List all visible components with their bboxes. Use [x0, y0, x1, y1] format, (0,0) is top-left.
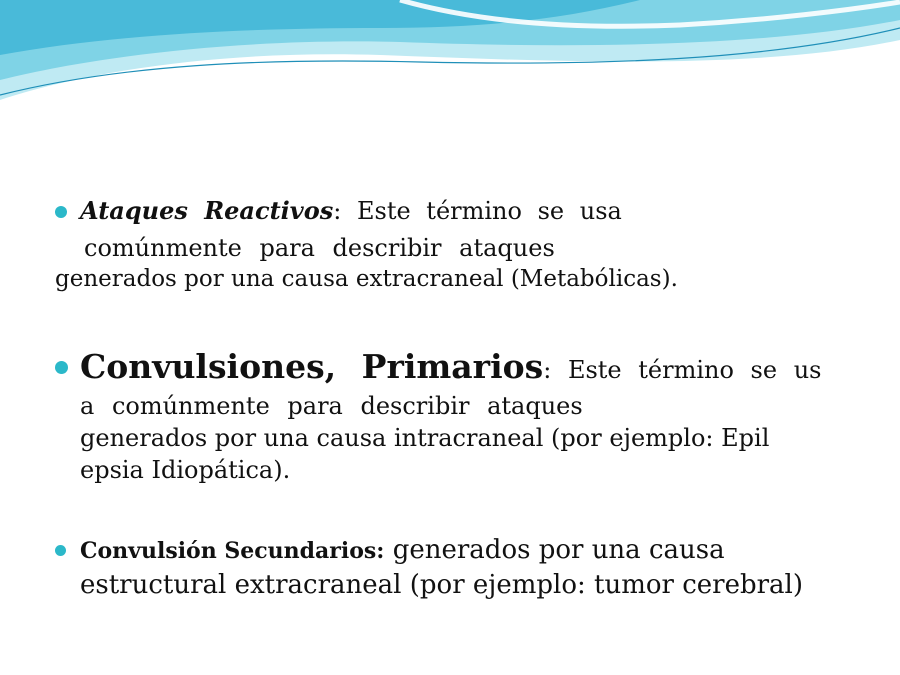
- bullet-1-dot: [55, 206, 67, 218]
- bullet-2-term: Convulsiones, Primarios: [80, 347, 544, 386]
- bullet-1-text-1: Este término se usa: [356, 197, 622, 225]
- bullet-2-line-2: [80, 394, 583, 418]
- bullet-3-text-1: generados por una causa: [392, 535, 725, 565]
- bullet-2-text-2: a comúnmente para describir ataques: [80, 392, 583, 420]
- bullet-2-sep: :: [543, 356, 552, 384]
- bullet-3-line-2: [80, 572, 803, 598]
- bullet-1-line-3: [55, 268, 678, 291]
- bullet-1-line-2: [84, 236, 555, 260]
- bullet-2-text-3: generados por una causa intracraneal (por ejemplo: Epil: [80, 424, 770, 452]
- bullet-2-line-3: [80, 426, 769, 450]
- bullet-3-term: Convulsión Secundarios:: [80, 538, 385, 564]
- bullet-3-line-1: [80, 537, 725, 563]
- bullet-2-text-4: epsia Idiopática).: [80, 456, 291, 484]
- bullet-1-sep: :: [333, 197, 342, 225]
- bullet-1-text-2: comúnmente para describir ataques: [84, 234, 555, 262]
- bullet-1-term: Ataques Reactivos: [80, 196, 334, 225]
- bullet-2-line-1: [80, 347, 822, 386]
- bullet-3-text-2: estructural extracraneal (por ejemplo: tumor cerebral): [80, 570, 803, 600]
- bullet-2-text-1: Este término se us: [567, 356, 822, 384]
- bullet-3-dot: [55, 545, 66, 556]
- bullet-2-dot: [55, 361, 68, 374]
- bullet-1-text-3: generados por una causa extracraneal (Metabólicas).: [55, 266, 678, 292]
- bullet-2-line-4: [80, 458, 290, 482]
- bullet-1-line-1: [80, 196, 622, 225]
